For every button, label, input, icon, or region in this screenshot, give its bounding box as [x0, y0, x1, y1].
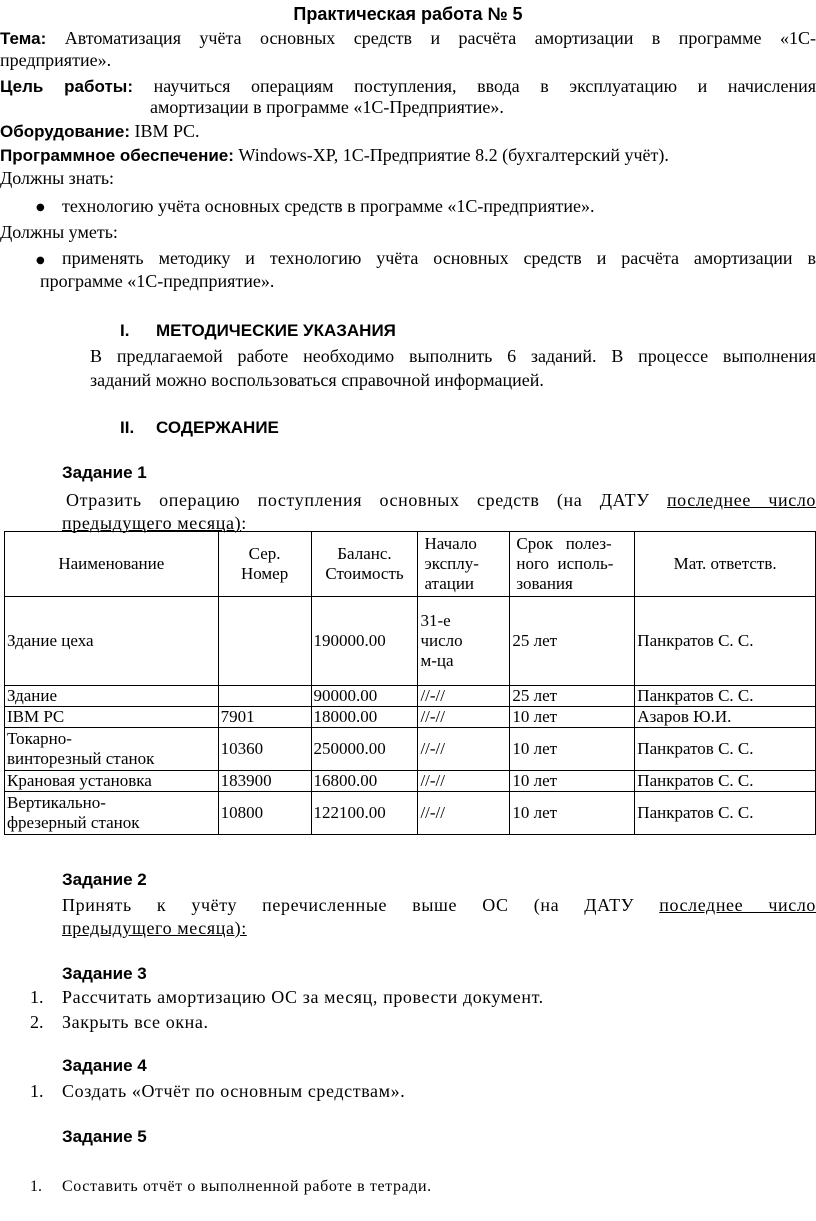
bullet-icon: ● [36, 255, 45, 266]
section-1-number: I. [120, 321, 130, 340]
cell-start: //-// [418, 728, 510, 771]
section-1-text-line-2: заданий можно воспользоваться справочной информацией. [90, 370, 544, 390]
table-row [5, 686, 816, 707]
topic-text: Автоматизация учёта основных средств и расчёта амортизации в программе «1С- [64, 28, 816, 48]
cell-term: 10 лет [510, 707, 635, 728]
equipment-label: Оборудование: [0, 122, 130, 141]
cell-term: 25 лет [510, 686, 635, 707]
topic-line-1 [0, 28, 816, 49]
cell-serial: 7901 [218, 707, 311, 728]
cell-term: 10 лет [510, 771, 635, 792]
cell-start: 31-е число м-ца [418, 597, 510, 686]
table-row [5, 707, 816, 728]
cell-cost: 90000.00 [311, 686, 418, 707]
cell-serial: 10800 [218, 792, 311, 835]
task-1-title: Задание 1 [62, 463, 147, 482]
must-know-label: Должны знать: [0, 168, 115, 188]
task-2-title: Задание 2 [62, 870, 147, 889]
section-2-number: II. [120, 418, 135, 437]
cell-name: Здание [5, 686, 219, 707]
goal-line-1 [0, 76, 816, 97]
software-text: Windows-XP, 1С-Предприятие 8.2 (бухгалтерский учёт). [238, 145, 669, 165]
must-do-label: Должны уметь: [0, 222, 118, 242]
task-2-line-2: предыдущего месяца): [62, 918, 247, 938]
cell-responsible: Панкратов С. С. [635, 686, 816, 707]
table-row [5, 771, 816, 792]
header-cost: Баланс. Стоимость [311, 532, 418, 597]
cell-serial [218, 686, 311, 707]
task-5-item-1: Составить отчёт о выполненной работе в тетради. [62, 1178, 432, 1195]
cell-name: Токарно- винторезный станок [5, 728, 219, 771]
topic-line-2: предприятие». [0, 50, 112, 70]
task-3-item-1-number: 1. [30, 987, 44, 1007]
cell-term: 10 лет [510, 728, 635, 771]
cell-start: //-// [418, 771, 510, 792]
task-3-item-1: Рассчитать амортизацию ОС за месяц, провести документ. [62, 987, 544, 1007]
header-serial: Сер. Номер [218, 532, 311, 597]
task-5-title: Задание 5 [62, 1127, 147, 1146]
section-1-title: МЕТОДИЧЕСКИЕ УКАЗАНИЯ [156, 321, 396, 340]
cell-start: //-// [418, 792, 510, 835]
cell-responsible: Панкратов С. С. [635, 728, 816, 771]
topic-label: Тема: [0, 29, 47, 48]
task-2-line-1: Принять к учёту перечисленные выше ОС (на ДАТУ последнее число [62, 895, 816, 915]
cell-cost: 16800.00 [311, 771, 418, 792]
must-do-item-line-1: применять методику и технологию учёта основных средств и расчёта амортизации в [62, 248, 816, 268]
cell-responsible: Панкратов С. С. [635, 597, 816, 686]
cell-responsible: Панкратов С. С. [635, 771, 816, 792]
cell-cost: 122100.00 [311, 792, 418, 835]
task-4-title: Задание 4 [62, 1056, 147, 1075]
task-5-item-1-number: 1. [30, 1178, 42, 1195]
task-3-item-2-number: 2. [30, 1012, 44, 1032]
document-title: Практическая работа № 5 [293, 4, 523, 24]
cell-term: 25 лет [510, 597, 635, 686]
cell-cost: 190000.00 [311, 597, 418, 686]
header-responsible: Мат. ответств. [635, 532, 816, 597]
task-4-item-1-number: 1. [30, 1081, 44, 1101]
section-1-text-line-1: В предлагаемой работе необходимо выполнить 6 заданий. В процессе выполнения [90, 346, 816, 366]
cell-serial: 183900 [218, 771, 311, 792]
task-1-line-2: предыдущего месяца): [62, 513, 247, 533]
goal-label: Цель работы: [0, 77, 133, 96]
must-do-item-line-2: программе «1С-предприятие». [40, 271, 275, 291]
table-row [5, 597, 816, 686]
equipment-line [0, 121, 200, 142]
cell-start: //-// [418, 686, 510, 707]
table-row [5, 728, 816, 771]
cell-responsible: Азаров Ю.И. [635, 707, 816, 728]
task-1-line-1: Отразить операцию поступления основных средств (на ДАТУ последнее число [66, 490, 816, 510]
cell-name: Вертикально- фрезерный станок [5, 792, 219, 835]
section-2-title: СОДЕРЖАНИЕ [156, 418, 279, 437]
cell-name: Крановая установка [5, 771, 219, 792]
cell-name: IBM PC [5, 707, 219, 728]
equipment-text: IBM PC. [134, 121, 200, 141]
software-line [0, 145, 669, 166]
header-start: Начало эксплу- атации [418, 532, 510, 597]
header-term: Срок полез- ного исполь- зования [510, 532, 635, 597]
table-row [5, 792, 816, 835]
cell-cost: 18000.00 [311, 707, 418, 728]
fixed-assets-table [4, 531, 816, 835]
goal-text: научиться операциям поступления, ввода в эксплуатацию и начисления [153, 76, 816, 96]
cell-term: 10 лет [510, 792, 635, 835]
cell-cost: 250000.00 [311, 728, 418, 771]
cell-responsible: Панкратов С. С. [635, 792, 816, 835]
must-know-item: технологию учёта основных средств в программе «1С-предприятие». [62, 196, 595, 216]
header-name: Наименование [5, 532, 219, 597]
cell-serial: 10360 [218, 728, 311, 771]
table-header-row [5, 532, 816, 597]
software-label: Программное обеспечение: [0, 146, 234, 165]
cell-name: Здание цеха [5, 597, 219, 686]
task-4-item-1: Создать «Отчёт по основным средствам». [62, 1081, 406, 1101]
task-3-item-2: Закрыть все окна. [62, 1012, 209, 1032]
cell-serial [218, 597, 311, 686]
goal-line-2: амортизации в программе «1С-Предприятие». [150, 97, 504, 117]
cell-start: //-// [418, 707, 510, 728]
task-3-title: Задание 3 [62, 964, 147, 983]
bullet-icon: ● [36, 202, 45, 213]
